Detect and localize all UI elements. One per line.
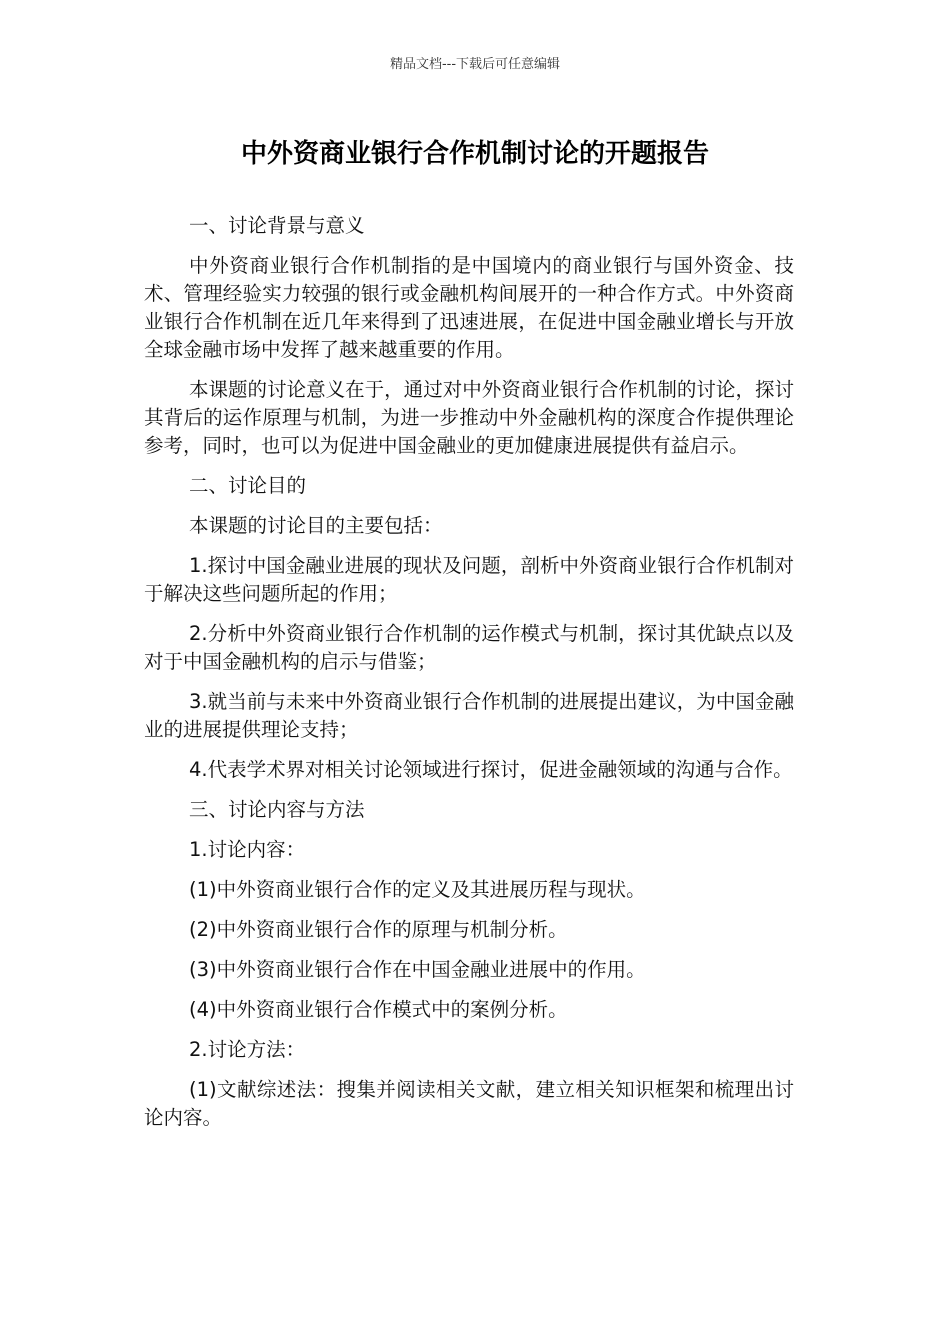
list-item-purpose-1: 1.探讨中国金融业进展的现状及问题，剖析中外资商业银行合作机制对于解决这些问题所起的作用； xyxy=(144,554,794,605)
list-item-content-1: (1)中外资商业银行合作的定义及其进展历程与现状。 xyxy=(189,878,646,901)
list-item-content-3: (3)中外资商业银行合作在中国金融业进展中的作用。 xyxy=(189,958,646,981)
list-item-purpose-2: 2.分析中外资商业银行合作机制的运作模式与机制，探讨其优缺点以及对于中国金融机构的启示与借鉴； xyxy=(144,622,794,673)
document-body xyxy=(144,212,794,1144)
section-heading-background: 一、讨论背景与意义 xyxy=(189,214,365,237)
list-item-content-4: (4)中外资商业银行合作模式中的案例分析。 xyxy=(189,998,568,1021)
list-item-method-1: (1)文献综述法：搜集并阅读相关文献，建立相关知识框架和梳理出讨论内容。 xyxy=(144,1078,794,1129)
paragraph-significance: 本课题的讨论意义在于，通过对中外资商业银行合作机制的讨论，探讨其背后的运作原理与机制，为进一步推动中外金融机构的深度合作提供理论参考，同时，也可以为促进中国金融业的更加健康进展提供有益启示。 xyxy=(144,378,794,457)
subheading-content: 1.讨论内容： xyxy=(189,838,306,861)
paragraph-purpose-intro: 本课题的讨论目的主要包括： xyxy=(189,514,443,537)
page-header: 精品文档---下载后可任意编辑 xyxy=(389,57,561,72)
list-item-content-2: (2)中外资商业银行合作的原理与机制分析。 xyxy=(189,918,568,941)
section-heading-purpose: 二、讨论目的 xyxy=(189,474,307,497)
document-title: 中外资商业银行合作机制讨论的开题报告 xyxy=(240,139,709,169)
section-heading-content-method: 三、讨论内容与方法 xyxy=(189,798,365,821)
paragraph-definition: 中外资商业银行合作机制指的是中国境内的商业银行与国外资金、技术、管理经验实力较强的银行或金融机构间展开的一种合作方式。中外资商业银行合作机制在近几年来得到了迅速进展，在促进中国金融业增长与开放全球金融市场中发挥了越来越重要的作用。 xyxy=(144,254,794,361)
subheading-method: 2.讨论方法： xyxy=(189,1038,306,1061)
list-item-purpose-3: 3.就当前与未来中外资商业银行合作机制的进展提出建议，为中国金融业的进展提供理论支持； xyxy=(144,690,794,741)
list-item-purpose-4: 4.代表学术界对相关讨论领域进行探讨，促进金融领域的沟通与合作。 xyxy=(189,758,793,781)
